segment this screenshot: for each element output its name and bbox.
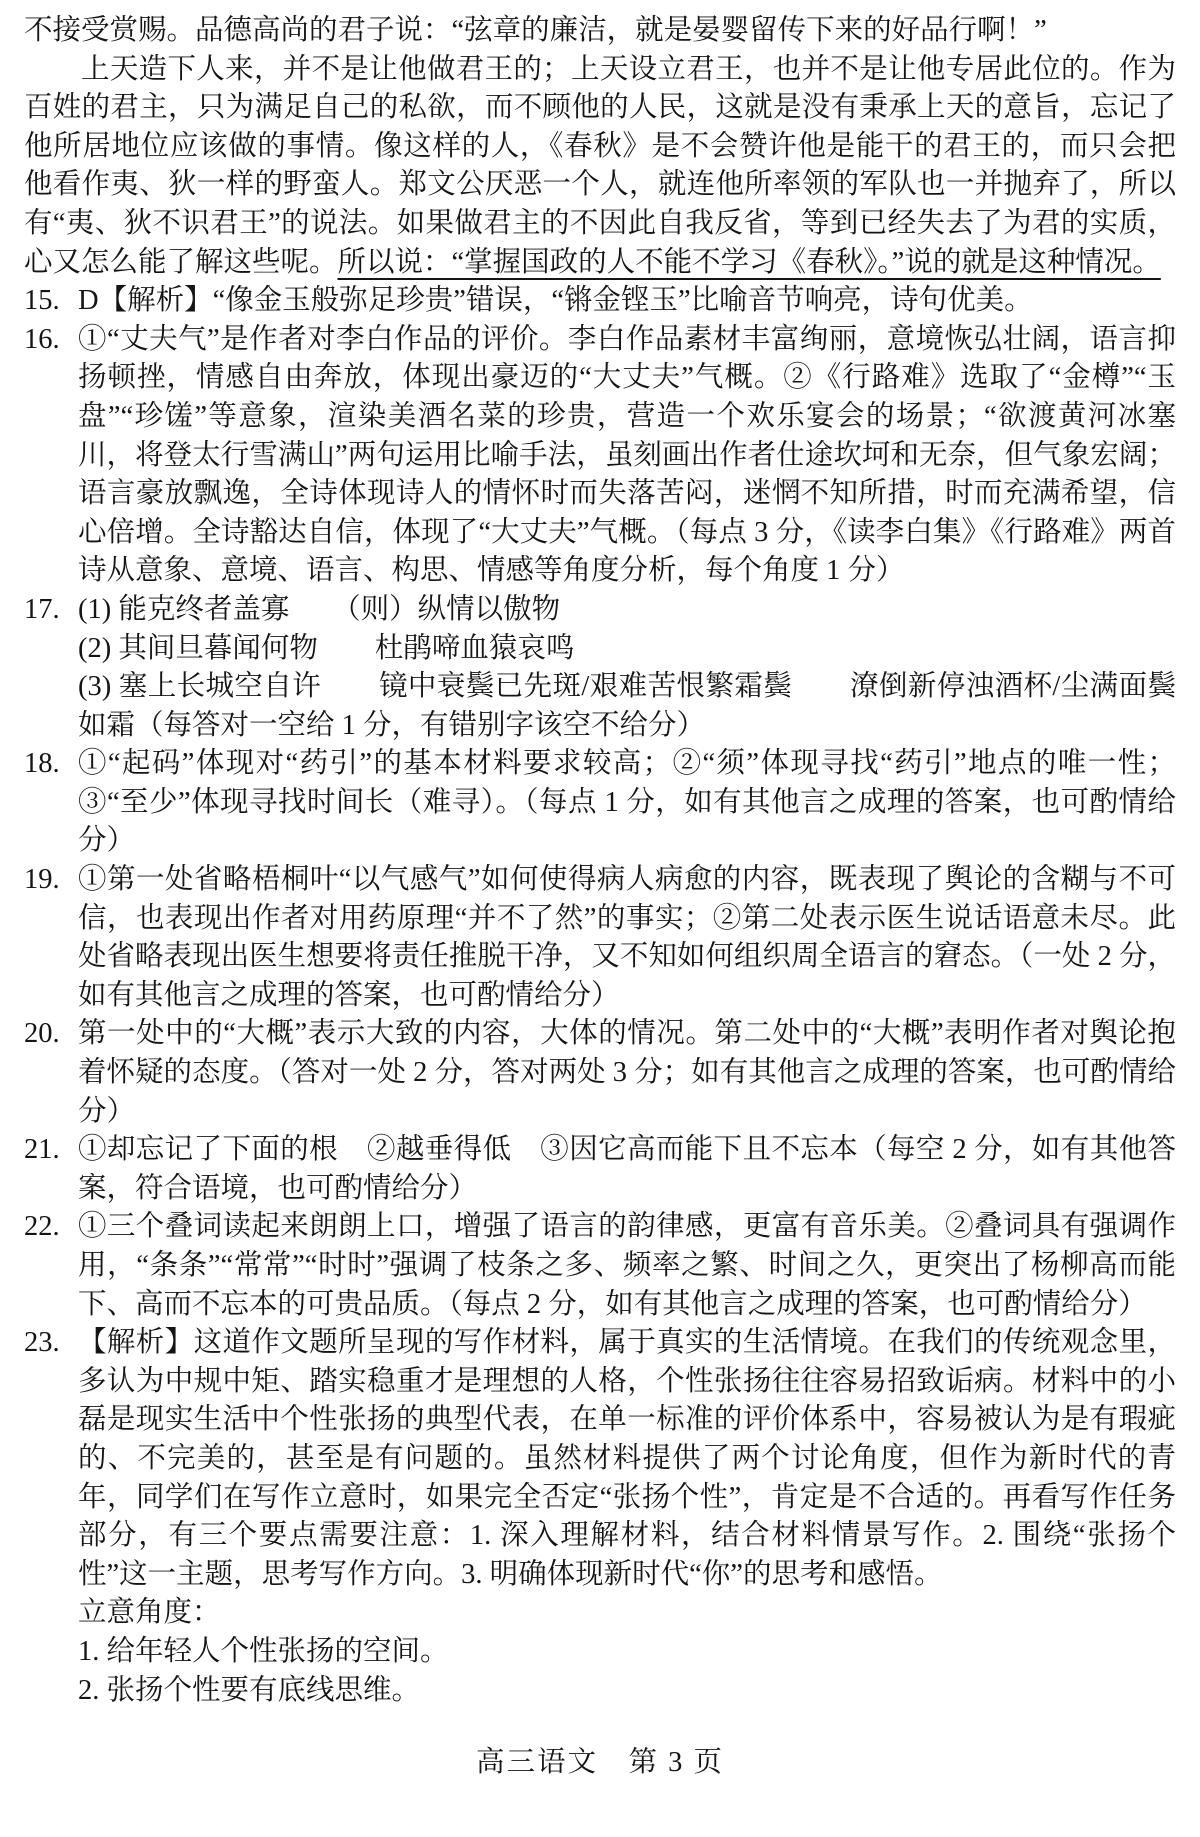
answer-content: [78, 591, 1176, 745]
answer-line: 2. 张扬个性要有底线思维。: [78, 1674, 421, 1706]
answer-content: [78, 1131, 1176, 1208]
answer-line: ①“丈夫气”是作者对李白作品的评价。李白作品素材丰富绚丽，意境恢弘壮阔，语言抑扬顿挫，情感自由奔放，体现出豪迈的“大丈夫”气概。②《行路难》选取了“金樽”“玉盘”“珍馐”等意象，渲染美酒名菜的珍贵，营造一个欢乐宴会的场景；“欲渡黄河冰塞川，将登太行雪满山”两句运用比喻手法，虽刻画出作者仕途坎坷和无奈，但气象宏阔；语言豪放飘逸，全诗体现诗人的情怀时而失落苦闷，迷惘不知所措，时而充满希望，信心倍增。全诗豁达自信，体现了“大丈夫”气概。（每点 3 分，《读李白集》《行路难》两首诗从意象、意境、语言、构思、情感等角度分析，每个角度 1 分）: [78, 323, 1176, 587]
answer-number: 15.: [24, 285, 60, 317]
answer-number: 18.: [24, 748, 60, 780]
answer-line: ①三个叠词读起来朗朗上口，增强了语言的韵律感，更富有音乐美。②叠词具有强调作用，“条条”“常常”“时时”强调了枝条之多、频率之繁、时间之久，更突出了杨柳高而能下、高而不忘本的可贵品质。（每点 2 分，如有其他言之成理的答案，也可酌情给分）: [78, 1211, 1176, 1320]
answer-content: [78, 1015, 1176, 1131]
answer-number: 22.: [24, 1211, 60, 1243]
answer-content: [78, 1324, 1176, 1710]
answer-content: [78, 321, 1176, 591]
answer-content: [78, 1208, 1176, 1324]
answer-content: [78, 745, 1176, 861]
answer-item: [24, 591, 1176, 745]
answer-item: [24, 1324, 1176, 1710]
answer-line: ①“起码”体现对“药引”的基本材料要求较高；②“须”体现寻找“药引”地点的唯一性；③“至少”体现寻找时间长（难寻）。（每点 1 分，如有其他言之成理的答案，也可酌情给分）: [78, 748, 1176, 857]
answer-content: [78, 282, 1176, 321]
answer-line: (3) 塞上长城空自许 镜中衰鬓已先斑/艰难苦恨繁霜鬓 潦倒新停浊酒杯/尘满面鬓如霜（每答对一空给 1 分，有错别字该空不给分）: [78, 671, 1176, 741]
answer-item: [24, 1015, 1176, 1131]
intro-continuation-line: 不接受赏赐。品德高尚的君子说：“弦章的廉洁，就是晏婴留传下来的好品行啊！”: [24, 15, 1047, 46]
answer-number: 21.: [24, 1134, 60, 1166]
answer-number: 23.: [24, 1327, 60, 1359]
answer-number: 16.: [24, 323, 60, 355]
answer-line: 1. 给年轻人个性张扬的空间。: [78, 1635, 449, 1667]
answer-content: [78, 861, 1176, 1015]
answer-number: 20.: [24, 1018, 60, 1050]
answer-item: [24, 321, 1176, 591]
answer-item: [24, 745, 1176, 861]
answer-line: 立意角度：: [78, 1597, 221, 1629]
answer-item: [24, 1131, 1176, 1208]
underlined-conclusion-text: 所以说：“掌握国政的人不能不学习《春秋》。”说的就是这种情况。: [337, 246, 1161, 278]
answer-item: [24, 1208, 1176, 1324]
answer-number: 19.: [24, 864, 60, 896]
page-footer: 高三语文 第 3 页: [475, 1747, 724, 1779]
answer-line: (1) 能克终者盖寡 （则）纵情以傲物: [78, 593, 561, 625]
answer-line: ①却忘记了下面的根 ②越垂得低 ③因它高而能下且不忘本（每空 2 分，如有其他答案，符合语境，也可酌情给分）: [78, 1134, 1176, 1204]
intro-paragraph: [24, 51, 1176, 283]
answer-item: [24, 861, 1176, 1015]
intro-paragraph-text: 上天造下人来，并不是让他做君王的；上天设立君王，也并不是让他专居此位的。作为百姓的君主，只为满足自己的私欲，而不顾他的人民，这就是没有秉承上天的意旨，忘记了他所居地位应该做的事情。像这样的人，《春秋》是不会赞许他是能干的君王的，而只会把他看作夷、狄一样的野蛮人。郑文公厌恶一个人，就连他所率领的军队也一并抛弃了，所以有“夷、狄不识君王”的说法。如果做君主的不因此自我反省，等到已经失去了为君的实质，心又怎么能了解这些呢。: [24, 53, 1176, 278]
answer-line: ①第一处省略梧桐叶“以气感气”如何使得病人病愈的内容，既表现了舆论的含糊与不可信，也表现出作者对用药原理“并不了然”的事实；②第二处表示医生说话语意未尽。此处省略表现出医生想要将责任推脱干净，又不知如何组织周全语言的窘态。（一处 2 分，如有其他言之成理的答案，也可酌情给分）: [78, 864, 1176, 1011]
answer-number: 17.: [24, 593, 60, 625]
answer-line: 第一处中的“大概”表示大致的内容，大体的情况。第二处中的“大概”表明作者对舆论抱着怀疑的态度。（答对一处 2 分，答对两处 3 分；如有其他言之成理的答案，也可酌情给分）: [78, 1018, 1176, 1127]
answer-line: D【解析】“像金玉般弥足珍贵”错误，“锵金铿玉”比喻音节响亮，诗句优美。: [78, 285, 1033, 317]
answer-item: [24, 282, 1176, 321]
answer-line: (2) 其间旦暮闻何物 杜鹃啼血猿哀鸣: [78, 632, 575, 664]
answer-line: 【解析】这道作文题所呈现的写作材料，属于真实的生活情境。在我们的传统观念里，多认为中规中矩、踏实稳重才是理想的人格，个性张扬往往容易招致诟病。材料中的小磊是现实生活中个性张扬的典型代表，在单一标准的评价体系中，容易被认为是有瑕疵的、不完美的，甚至是有问题的。虽然材料提供了两个讨论角度，但作为新时代的青年，同学们在写作立意时，如果完全否定“张扬个性”，肯定是不合适的。再看写作任务部分，有三个要点需要注意：1. 深入理解材料，结合材料情景写作。2. 围绕“张扬个性”这一主题，思考写作方向。3. 明确体现新时代“你”的思考和感悟。: [78, 1327, 1176, 1590]
answers-list: [24, 282, 1176, 1710]
